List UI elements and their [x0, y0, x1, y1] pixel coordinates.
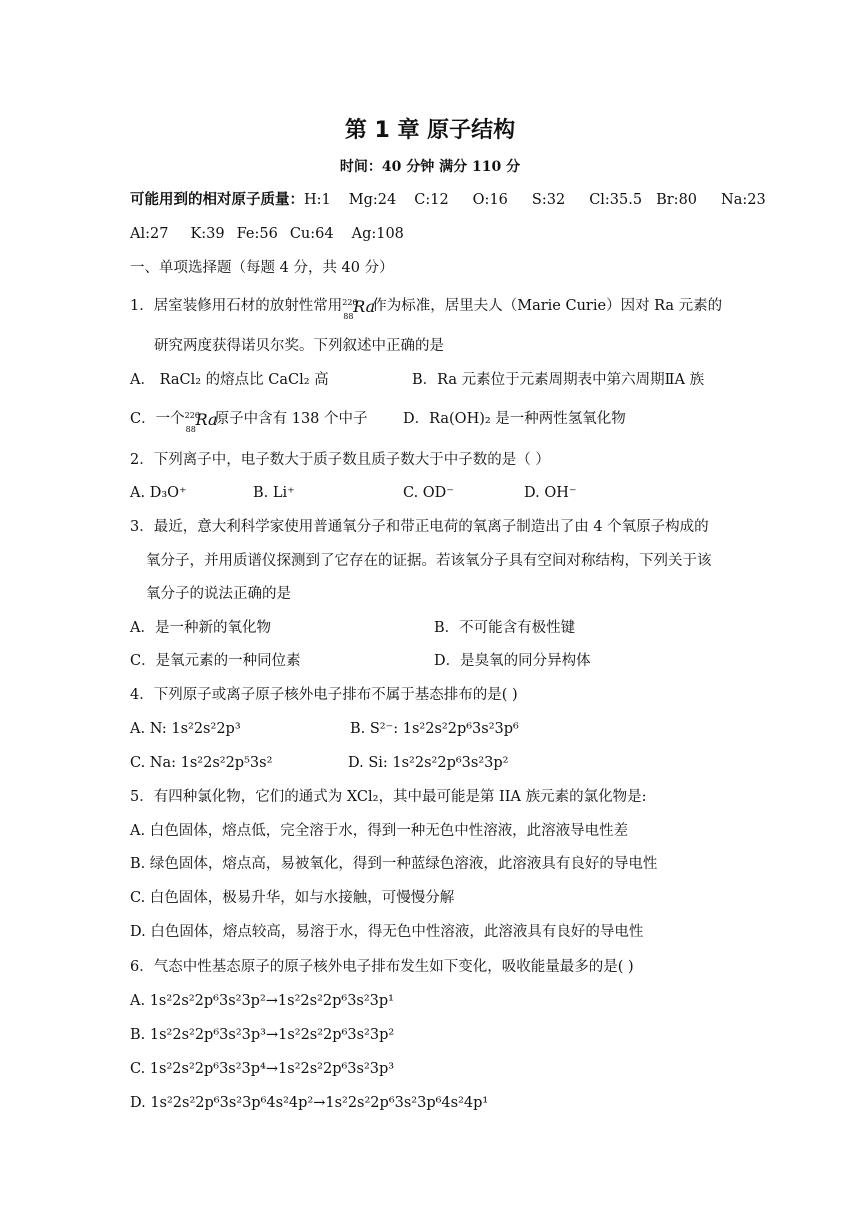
q2-option-b: B. Li⁺	[253, 485, 295, 501]
atomic-mass: Fe:56	[236, 226, 278, 242]
q5-option-c: C. 白色固体，极易升华，如与水接触，可慢慢分解	[130, 890, 455, 906]
q4-stem: 4．下列原子或离子原子核外电子排布不属于基态排布的是( )	[130, 687, 518, 703]
q5-option-a: A. 白色固体，熔点低，完全溶于水，得到一种无色中性溶液，此溶液导电性差	[130, 823, 629, 839]
q4-option-b: B. S²⁻: 1s²2s²2p⁶3s²3p⁶	[350, 721, 519, 737]
atomic-mass: Mg:24	[348, 192, 397, 208]
q2-option-d: D. OH⁻	[524, 485, 577, 501]
q4-option-c: C. Na: 1s²2s²2p⁵3s²	[130, 755, 273, 771]
element-symbol: Ra	[353, 297, 376, 316]
atomic-mass: H:1	[304, 192, 331, 208]
atomic-mass: S:32	[531, 192, 566, 208]
q5-option-d: D. 白色固体，熔点较高，易溶于水，得无色中性溶液，此溶液具有良好的导电性	[130, 924, 644, 940]
radium-nuclide	[342, 296, 376, 321]
atomic-mass: Na:23	[721, 192, 766, 208]
q6-option-a: A. 1s²2s²2p⁶3s²3p²→1s²2s²2p⁶3s²3p¹	[130, 993, 394, 1009]
q1-stem-part: 作为标准，居里夫人（Marie Curie）因对 Ra 元素的	[372, 298, 723, 314]
q2-option-a: A. D₃O⁺	[130, 485, 187, 501]
q3-stem-line2: 氧分子，并用质谱仪探测到了它存在的证据。若该氧分子具有空间对称结构，下列关于该	[146, 553, 712, 569]
q1-stem-line2: 研究两度获得诺贝尔奖。下列叙述中正确的是	[154, 338, 444, 354]
q2-option-c: C. OD⁻	[403, 485, 454, 501]
atomic-mass: Br:80	[656, 192, 698, 208]
page-title: 第 1 章 原子结构	[344, 118, 516, 143]
q2-stem: 2．下列离子中，电子数大于质子数且质子数大于中子数的是（ ）	[130, 452, 550, 468]
q3-option-b: B．不可能含有极性键	[434, 620, 576, 636]
q6-option-c: C. 1s²2s²2p⁶3s²3p⁴→1s²2s²2p⁶3s²3p³	[130, 1061, 395, 1077]
q4-option-d: D. Si: 1s²2s²2p⁶3s²3p²	[348, 755, 509, 771]
q3-stem-line1: 3．最近，意大利科学家使用普通氧分子和带正电荷的氧离子制造出了由 4 个氧原子构成的	[130, 519, 709, 535]
atomic-mass: Cu:64	[289, 226, 334, 242]
q3-option-a: A．是一种新的氧化物	[130, 620, 271, 636]
q6-stem: 6．气态中性基态原子的原子核外电子排布发生如下变化，吸收能量最多的是( )	[130, 959, 634, 975]
atomic-mass-label: 可能用到的相对原子质量：	[130, 192, 304, 208]
q1-option-d: D．Ra(OH)₂ 是一种两性氢氧化物	[403, 411, 626, 427]
radium-nuclide	[184, 409, 218, 434]
q1-option-c	[130, 409, 368, 434]
q1-option-a: A． RaCl₂ 的熔点比 CaCl₂ 高	[130, 372, 329, 388]
atomic-mass: Al:27	[130, 226, 169, 242]
atomic-mass: C:12	[414, 192, 449, 208]
q5-option-b: B. 绿色固体，熔点高，易被氧化，得到一种蓝绿色溶液，此溶液具有良好的导电性	[130, 856, 658, 872]
mass-number: 226	[342, 298, 358, 307]
q1-option-b: B．Ra 元素位于元素周期表中第六周期ⅡA 族	[412, 372, 705, 388]
q3-option-d: D．是臭氧的同分异构体	[434, 653, 591, 669]
exam-time-score: 时间：40 分钟 满分 110 分	[339, 159, 521, 175]
atomic-mass: Ag:108	[351, 226, 404, 242]
element-symbol: Ra	[195, 410, 218, 429]
q1-stem	[130, 296, 723, 321]
atomic-mass: K:39	[190, 226, 225, 242]
q1-stem-part: 1．居室装修用石材的放射性常用	[130, 298, 343, 314]
q1-option-c-part: 原子中含有 138 个中子	[214, 411, 368, 427]
q6-option-d: D. 1s²2s²2p⁶3s²3p⁶4s²4p²→1s²2s²2p⁶3s²3p⁶4s²4p¹	[130, 1095, 489, 1111]
atomic-mass: Cl:35.5	[589, 192, 643, 208]
atomic-mass: O:16	[472, 192, 508, 208]
atomic-mass-line-1	[130, 190, 766, 210]
q3-option-c: C．是氧元素的一种同位素	[130, 653, 301, 669]
q3-stem-line3: 氧分子的说法正确的是	[146, 586, 291, 602]
atomic-mass-line-2	[130, 224, 404, 244]
q6-option-b: B. 1s²2s²2p⁶3s²3p³→1s²2s²2p⁶3s²3p²	[130, 1027, 395, 1043]
q5-stem: 5．有四种氯化物，它们的通式为 XCl₂，其中最可能是第 IIA 族元素的氯化物是:	[130, 789, 647, 805]
atomic-number: 88	[185, 425, 196, 434]
q4-option-a: A. N: 1s²2s²2p³	[130, 721, 241, 737]
atomic-number: 88	[343, 312, 354, 321]
section-heading: 一、单项选择题（每题 4 分，共 40 分）	[130, 260, 394, 276]
mass-number: 226	[184, 411, 200, 420]
q1-option-c-part: C．一个	[130, 411, 185, 427]
